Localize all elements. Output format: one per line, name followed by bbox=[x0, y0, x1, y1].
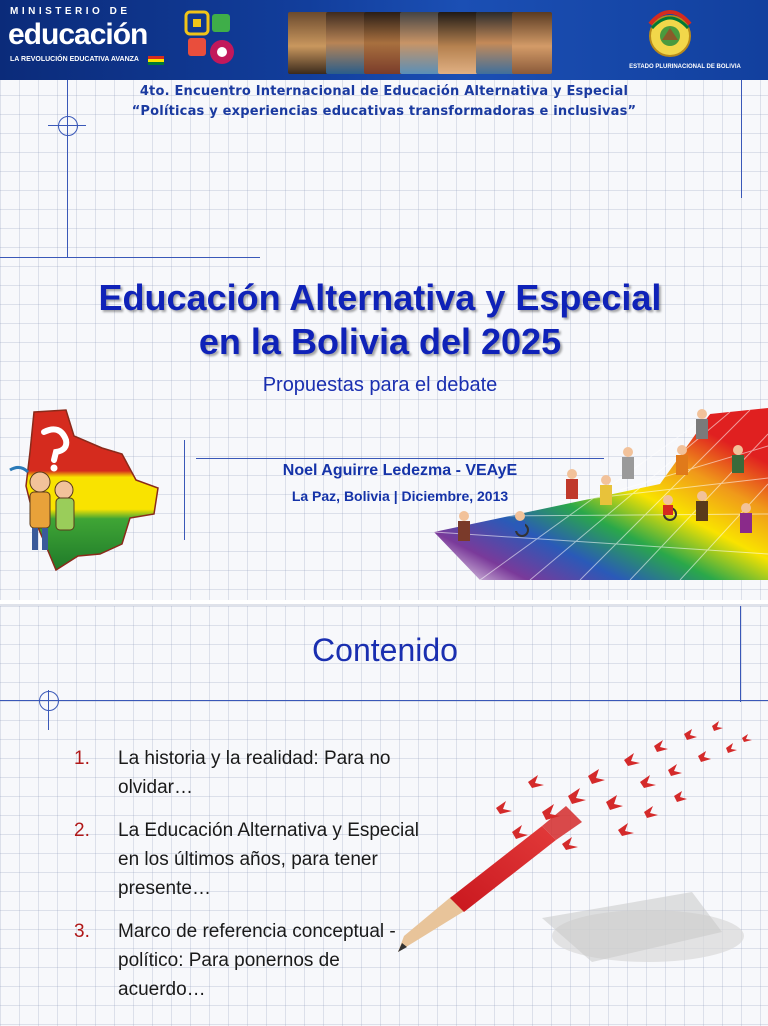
state-label: ESTADO PLURINACIONAL DE BOLIVIA bbox=[629, 64, 741, 70]
decor-horizontal-line bbox=[0, 257, 260, 258]
list-item-text: La Educación Alternativa y Especial en los últimos años, para tener presente… bbox=[118, 820, 420, 899]
bolivia-coat-of-arms-icon bbox=[640, 4, 700, 64]
author-name: Noel Aguirre Ledezma - VEAyE bbox=[282, 462, 518, 479]
list-item-number: 1. bbox=[74, 748, 90, 769]
event-heading bbox=[0, 82, 768, 122]
presentation-title bbox=[0, 276, 760, 364]
contents-heading: Contenido bbox=[312, 632, 458, 668]
portrait-photo bbox=[364, 12, 404, 74]
portrait-photo bbox=[288, 12, 328, 74]
ministry-logo-text: educación bbox=[8, 18, 148, 51]
title-line-1: Educación Alternativa y Especial bbox=[98, 277, 662, 318]
event-line-2: “Políticas y experiencias educativas transformadoras e inclusivas” bbox=[131, 104, 637, 119]
ministry-tagline: LA REVOLUCIÓN EDUCATIVA AVANZA bbox=[10, 56, 139, 63]
event-line-1: 4to. Encuentro Internacional de Educación Alternativa y Especial bbox=[139, 84, 629, 99]
decor-vertical-line bbox=[184, 440, 185, 540]
list-item-text: La historia y la realidad: Para no olvidar… bbox=[118, 748, 391, 798]
decor-vertical-line bbox=[67, 80, 68, 258]
decor-horizontal-line bbox=[0, 700, 768, 701]
list-item bbox=[74, 917, 424, 1004]
list-item-number: 3. bbox=[74, 921, 90, 942]
decor-vertical-line bbox=[740, 606, 741, 702]
header-banner bbox=[0, 0, 768, 80]
bolivia-flag-icon bbox=[148, 56, 164, 65]
list-item-text: Marco de referencia conceptual - político: Para ponernos de acuerdo… bbox=[118, 921, 396, 1000]
contents-list bbox=[74, 744, 424, 1018]
wiphala-grid-illustration bbox=[420, 404, 768, 580]
portrait-photo bbox=[512, 12, 552, 74]
pencil-birds-illustration bbox=[392, 712, 768, 1022]
place-date: La Paz, Bolivia | Diciembre, 2013 bbox=[291, 488, 509, 504]
title-line-2: en la Bolivia del 2025 bbox=[198, 321, 562, 362]
decor-horizontal-line bbox=[48, 125, 86, 126]
decor-crosshair-icon bbox=[39, 691, 59, 711]
contents-slide bbox=[0, 604, 768, 1026]
portrait-photo bbox=[326, 12, 366, 74]
bolivia-map-illustration bbox=[4, 406, 164, 574]
presentation-subtitle: Propuestas para el debate bbox=[262, 374, 498, 396]
list-item bbox=[74, 816, 424, 903]
ministry-label: MINISTERIO DE bbox=[10, 6, 131, 17]
decor-crosshair-icon bbox=[58, 116, 78, 136]
list-item-number: 2. bbox=[74, 820, 90, 841]
list-item bbox=[74, 744, 424, 802]
portrait-photo bbox=[476, 12, 516, 74]
decor-vertical-line bbox=[741, 80, 742, 198]
education-emblem-icon bbox=[184, 8, 240, 70]
portrait-photo bbox=[438, 12, 478, 74]
portrait-photo bbox=[400, 12, 440, 74]
